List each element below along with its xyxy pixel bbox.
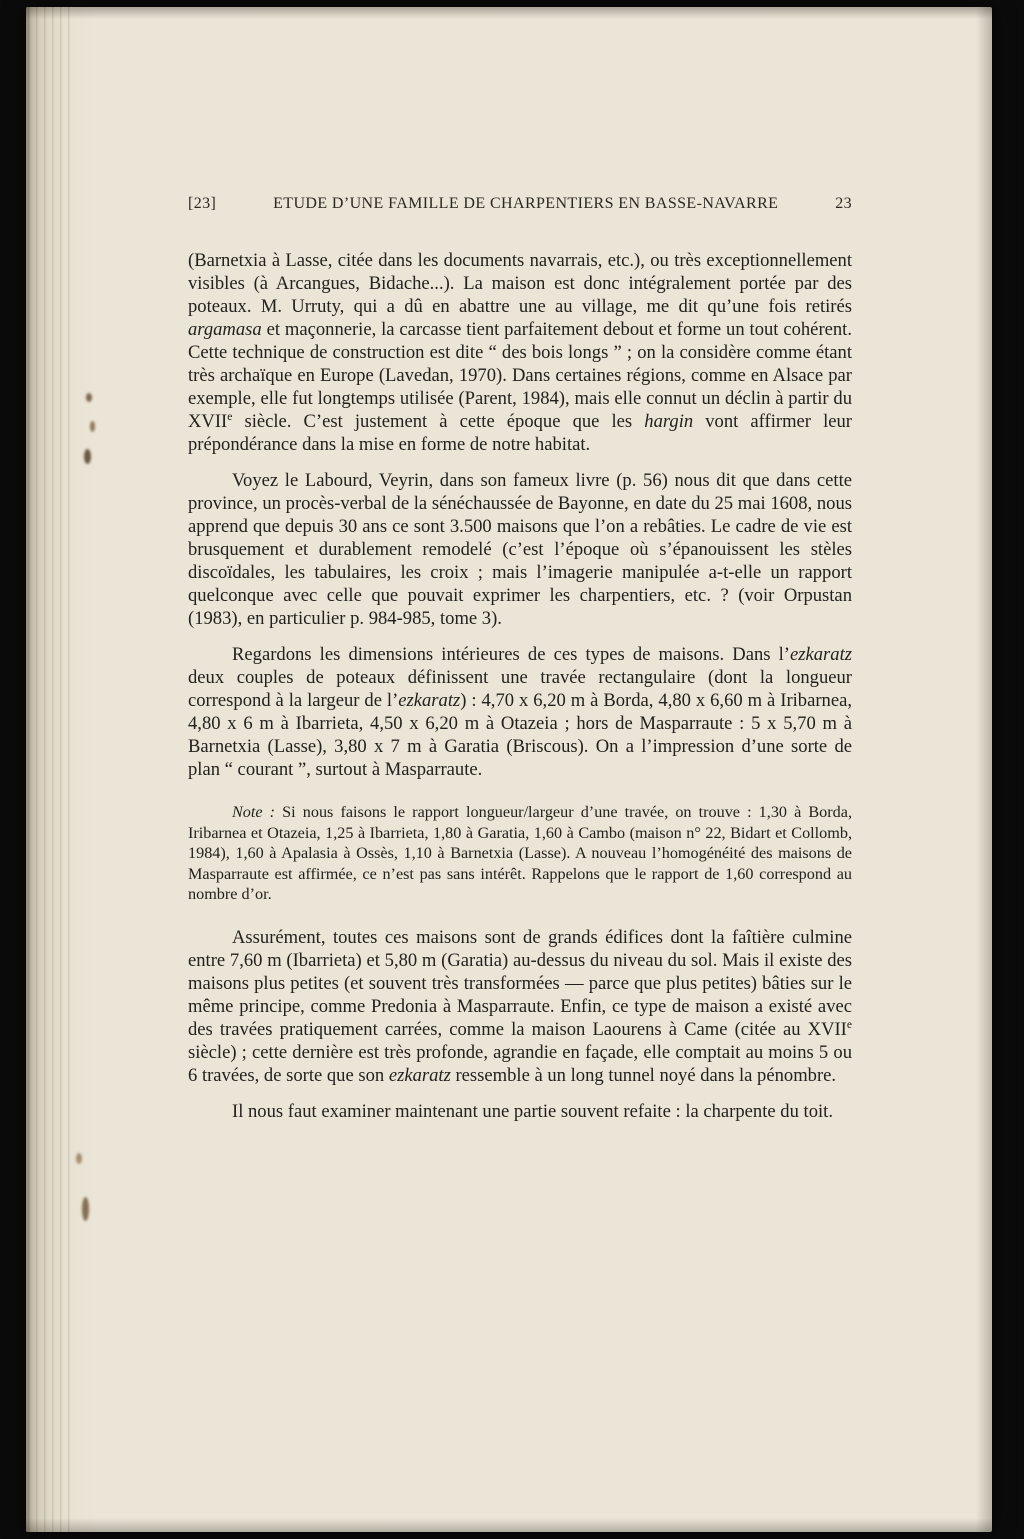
page-edge-lines — [28, 7, 74, 1532]
article-ref-number: [23] — [188, 195, 217, 212]
page-shadow-bottom — [26, 1518, 992, 1532]
page-shadow-top — [26, 7, 992, 19]
running-title: ETUDE D’UNE FAMILLE DE CHARPENTIERS EN BASSE-NAVARRE — [273, 195, 779, 212]
page-shadow-right — [976, 7, 992, 1532]
paragraph-2: Voyez le Labourd, Veyrin, dans son fameux livre (p. 56) nous dit que dans cette province, un procès-verbal de la sénéchaussée de Bayonne, en date du 25 mai 1608, nous apprend que depuis 30 ans ce sont 3.500 maisons que l’on a rebâties. Le cadre de vie est brusquement et durablement remodelé (c’est l’époque où s’épanouissent les stèles discoïdales, les tabulaires, les croix ; mais l’imagerie manipulée a-t-elle un rapport quelconque avec celle que pouvait exprimer les charpentiers, etc. ? (voir Orpustan (1983), en particulier p. 984-985, tome 3). — [188, 470, 852, 629]
paragraph-5: Il nous faut examiner maintenant une partie souvent refaite : la charpente du toit. — [232, 1100, 833, 1122]
book-page — [26, 7, 992, 1532]
foxing-spot — [76, 1153, 82, 1164]
foxing-spot — [84, 449, 91, 464]
paragraph-1: (Barnetxia à Lasse, citée dans les documents navarrais, etc.), ou très exceptionnellement visibles (à Arcangues, Bidache...). La maison est donc intégralement portée par des poteaux. M. Urruty, qui a dû en abattre une au village, me dit qu’une fois retirés argamasa et maçonnerie, la carcasse tient parfaitement debout et forme un tout cohérent. Cette technique de construction est dite “ des bois longs ” ; on la considère comme étant très archaïque en Europe (Lavedan, 1970). Dans certaines régions, comme en Alsace par exemple, elle fut longtemps utilisée (Parent, 1984), mais elle connut un déclin à partir du XVIIe siècle. C’est justement à cette époque que les hargin vont affirmer leur prépondérance dans la mise en forme de notre habitat. — [188, 250, 852, 455]
note-paragraph: Note : Si nous faisons le rapport longueur/largeur d’une travée, on trouve : 1,30 à Borda, Iribarnea et Otazeia, 1,25 à Ibarrieta, 1,80 à Garatia, 1,60 à Cambo (maison n° 22, Bidart et Collomb, 1984), 1,60 à Apalasia à Ossès, 1,10 à Barnetxia (Lasse). A nouveau l’homogénéité des maisons de Masparraute est affirmée, ce n’est pas sans intérêt. Rappelons que le rapport de 1,60 correspond au nombre d’or. — [188, 803, 852, 904]
paragraph-3: Regardons les dimensions intérieures de ces types de maisons. Dans l’ezkaratz deux couples de poteaux définissent une travée rectangulaire (dont la longueur correspond à la largeur de l’ezkaratz) : 4,70 x 6,20 m à Borda, 4,80 x 6,60 m à Iribarnea, 4,80 x 6 m à Ibarrieta, 4,50 x 6,20 m à Otazeia ; hors de Masparraute : 5 x 5,70 m à Barnetxia (Lasse), 3,80 x 7 m à Garatia (Briscous). On a l’impression d’une sorte de plan “ courant ”, surtout à Masparraute. — [188, 644, 852, 780]
foxing-spot — [82, 1197, 89, 1221]
page-content — [188, 195, 852, 1123]
paragraph-4: Assurément, toutes ces maisons sont de grands édifices dont la faîtière culmine entre 7,60 m (Ibarrieta) et 5,80 m (Garatia) au-dessus du niveau du sol. Mais il existe des maisons plus petites (et souvent très transformées — parce que plus petites) bâties sur le même principe, comme Predonia à Masparraute. Enfin, ce type de maison a existé avec des travées pratiquement carrées, comme la maison Laourens à Came (citée au XVIIe siècle) ; cette dernière est très profonde, agrandie en façade, elle comptait au moins 5 ou 6 travées, de sorte que son ezkaratz ressemble à un long tunnel noyé dans la pénombre. — [188, 926, 852, 1086]
foxing-spot — [86, 393, 92, 402]
foxing-spot — [90, 421, 95, 432]
running-header — [188, 195, 852, 213]
page-number: 23 — [835, 195, 852, 212]
